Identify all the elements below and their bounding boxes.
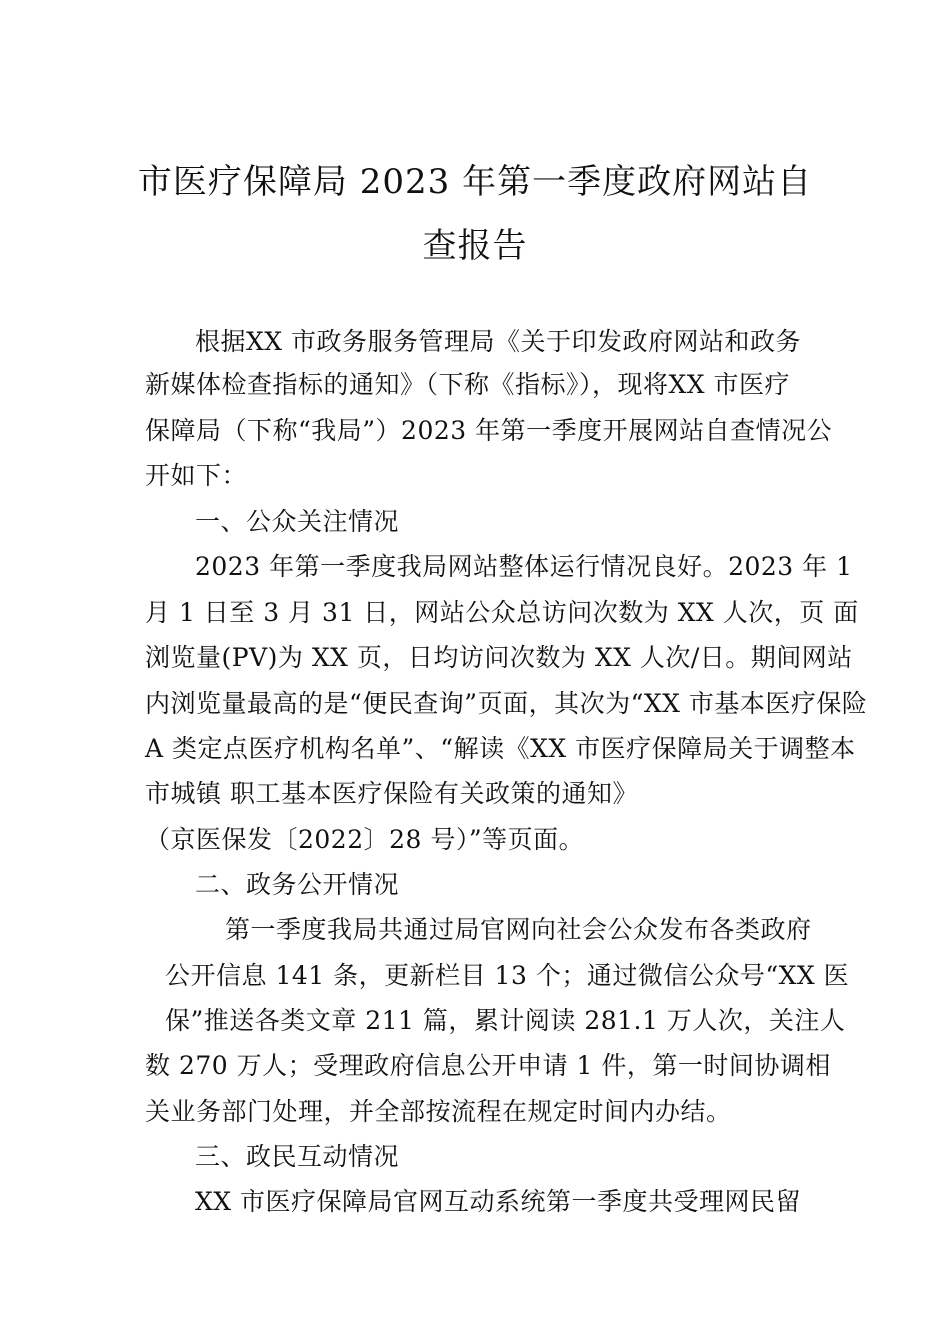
section-heading-interaction: 三、政民互动情况 bbox=[195, 1142, 400, 1171]
document-title-line-1: 市医疗保障局 2023 年第一季度政府网站自 bbox=[137, 162, 813, 202]
paragraph-line: 数 270 万人；受理政府信息公开申请 1 件，第一时间协调相 bbox=[145, 1051, 831, 1080]
paragraph-line: 2023 年第一季度我局网站整体运行情况良好。2023 年 1 bbox=[195, 552, 853, 581]
paragraph-line: 内浏览量最高的是“便民查询”页面，其次为“XX 市基本医疗保险 bbox=[145, 689, 868, 718]
paragraph-line: 月 1 日至 3 月 31 日，网站公众总访问次数为 XX 人次，页 面 bbox=[145, 598, 859, 627]
paragraph-line: 第一季度我局共通过局官网向社会公众发布各类政府 bbox=[225, 915, 812, 944]
paragraph-line: 保”推送各类文章 211 篇，累计阅读 281.1 万人次，关注人 bbox=[165, 1006, 846, 1035]
paragraph-line: 公开信息 141 条，更新栏目 13 个；通过微信公众号“XX 医 bbox=[165, 961, 850, 990]
intro-line: 根据XX 市政务服务管理局《关于印发政府网站和政务 bbox=[195, 327, 802, 356]
paragraph-line: A 类定点医疗机构名单”、“解读《XX 市医疗保障局关于调整本 bbox=[145, 734, 856, 763]
intro-line: 新媒体检查指标的通知》（下称《指标》），现将XX 市医疗 bbox=[145, 370, 791, 399]
section-heading-gov-disclosure: 二、政务公开情况 bbox=[195, 870, 400, 899]
document-title-line-2: 查报告 bbox=[422, 226, 528, 266]
intro-line: 开如下： bbox=[145, 461, 248, 490]
paragraph-line: （京医保发〔2022〕28 号）”等页面。 bbox=[145, 825, 585, 854]
paragraph-line: 浏览量(PV)为 XX 页，日均访问次数为 XX 人次/日。期间网站 bbox=[145, 643, 853, 672]
section-heading-public-attention: 一、公众关注情况 bbox=[195, 507, 400, 536]
paragraph-line: 市城镇 职工基本医疗保险有关政策的通知》 bbox=[145, 779, 638, 808]
paragraph-line: XX 市医疗保障局官网互动系统第一季度共受理网民留 bbox=[195, 1187, 802, 1216]
paragraph-line: 关业务部门处理，并全部按流程在规定时间内办结。 bbox=[145, 1097, 732, 1126]
intro-line: 保障局（下称“我局”）2023 年第一季度开展网站自查情况公 bbox=[145, 416, 833, 445]
